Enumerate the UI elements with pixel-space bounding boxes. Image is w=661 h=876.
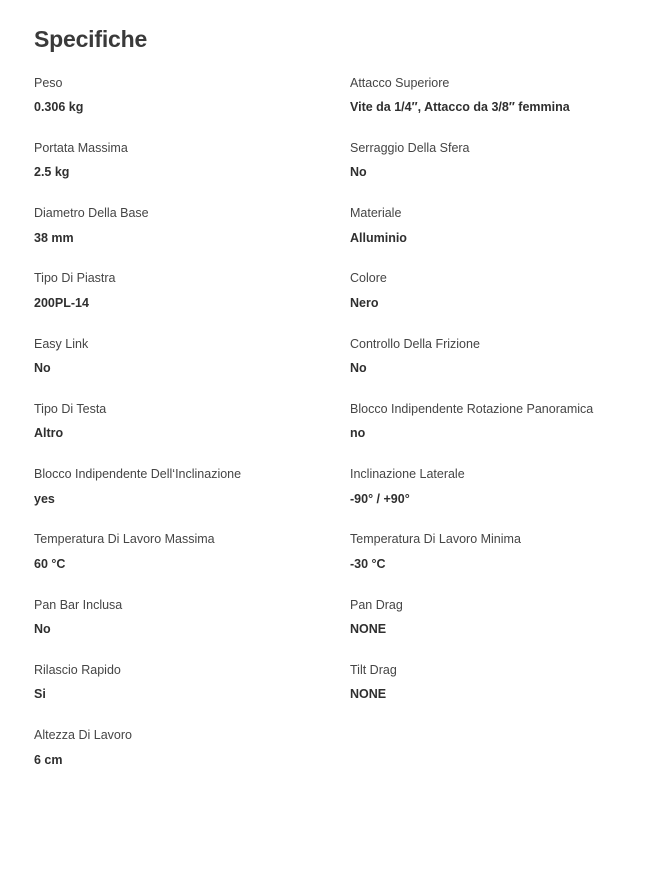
spec-label: Blocco Indipendente Dell‘Inclinazione — [34, 467, 242, 482]
spec-label: Portata Massima — [34, 140, 128, 155]
spec-item — [350, 663, 627, 728]
spec-label: Pan Bar Inclusa — [34, 597, 123, 612]
spec-item — [350, 337, 627, 402]
spec-item — [350, 532, 627, 597]
spec-item — [350, 206, 627, 271]
spec-value: yes — [34, 491, 55, 506]
spec-item — [34, 76, 350, 141]
spec-value: 200PL-14 — [34, 295, 89, 310]
spec-value: Vite da 1/4″, Attacco da 3/8″ femmina — [350, 100, 570, 115]
spec-value: Alluminio — [350, 230, 407, 245]
spec-value: 60 °C — [34, 556, 66, 571]
spec-item — [350, 271, 627, 336]
spec-item — [350, 76, 627, 141]
spec-label: Attacco Superiore — [350, 75, 450, 90]
spec-value: No — [350, 165, 367, 180]
spec-value: NONE — [350, 687, 387, 702]
spec-label: Pan Drag — [350, 597, 403, 612]
spec-item — [34, 467, 350, 532]
spec-label: Rilascio Rapido — [34, 662, 121, 677]
spec-item — [350, 402, 627, 467]
spec-label: Altezza Di Lavoro — [34, 728, 132, 743]
spec-label: Tipo Di Piastra — [34, 271, 116, 286]
spec-label: Tipo Di Testa — [34, 401, 107, 416]
spec-item — [34, 532, 350, 597]
spec-value: 38 mm — [34, 230, 74, 245]
spec-value: 6 cm — [34, 752, 63, 767]
spec-item — [34, 271, 350, 336]
spec-value: NONE — [350, 622, 387, 637]
spec-item — [350, 467, 627, 532]
spec-label: Blocco Indipendente Rotazione Panoramica — [350, 401, 594, 416]
spec-item — [34, 728, 350, 793]
spec-item — [34, 141, 350, 206]
spec-value: Nero — [350, 295, 379, 310]
spec-item — [350, 598, 627, 663]
spec-item — [350, 141, 627, 206]
spec-value: Altro — [34, 426, 64, 441]
spec-item — [34, 663, 350, 728]
spec-label: Serraggio Della Sfera — [350, 140, 470, 155]
spec-label: Colore — [350, 271, 387, 286]
specifications-grid — [34, 76, 627, 794]
spec-label: Temperatura Di Lavoro Minima — [350, 532, 521, 547]
spec-value: No — [34, 361, 51, 376]
spec-label: Peso — [34, 75, 63, 90]
spec-value: Si — [34, 687, 46, 702]
spec-value: 2.5 kg — [34, 165, 70, 180]
spec-label: Controllo Della Frizione — [350, 336, 480, 351]
spec-value: -90° / +90° — [350, 491, 410, 506]
spec-item — [34, 206, 350, 271]
spec-value: -30 °C — [350, 556, 386, 571]
spec-value: No — [34, 622, 51, 637]
spec-item — [34, 598, 350, 663]
spec-label: Tilt Drag — [350, 662, 397, 677]
spec-value: No — [350, 361, 367, 376]
spec-label: Materiale — [350, 206, 402, 221]
spec-label: Easy Link — [34, 336, 89, 351]
page-title: Specifiche — [34, 26, 148, 52]
spec-value: no — [350, 426, 366, 441]
spec-label: Diametro Della Base — [34, 206, 149, 221]
spec-item — [34, 337, 350, 402]
spec-label: Temperatura Di Lavoro Massima — [34, 532, 215, 547]
spec-value: 0.306 kg — [34, 100, 84, 115]
spec-item — [34, 402, 350, 467]
spec-label: Inclinazione Laterale — [350, 467, 465, 482]
